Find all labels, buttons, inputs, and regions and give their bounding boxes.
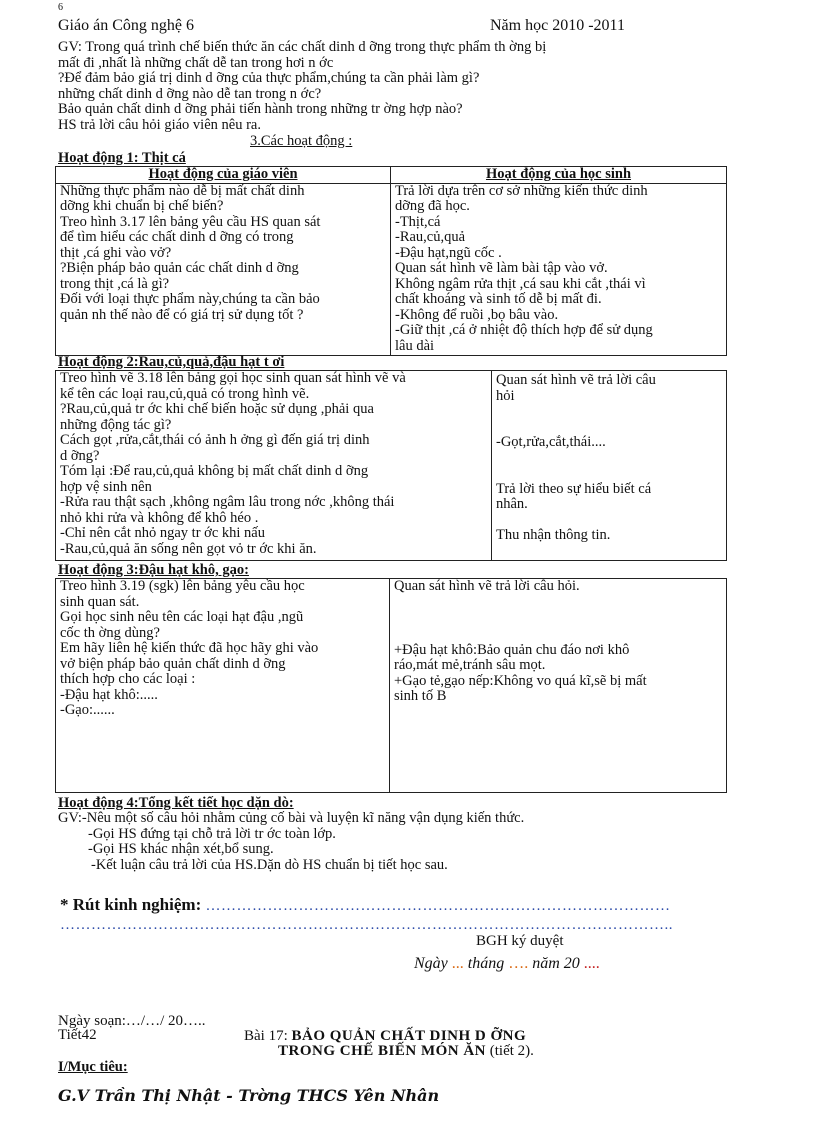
summary-line: -Gọi HS đứng tại chỗ trả lời tr ớc toàn lớp. [88, 825, 336, 842]
teacher-line: Những thực phẩm nào dễ bị mất chất dinh [60, 182, 305, 199]
bgh-approval: BGH ký duyệt [476, 933, 564, 949]
activity-2-teacher-cell [56, 371, 492, 561]
activity-1-student-cell [391, 183, 727, 355]
student-line: -Đậu hạt,ngũ cốc . [395, 244, 502, 261]
rkn-dots-1: ……………………………………………………………………………… [205, 898, 671, 914]
col-student-header: Hoạt động của học sinh [391, 167, 727, 184]
date-nam-dots: .... [583, 955, 600, 972]
teacher-line: Tóm lại :Để rau,củ,quả không bị mất chất dinh d ỡng [60, 463, 369, 479]
teacher-line: trong thịt ,cá là gì? [60, 275, 170, 292]
activity-4-title: Hoạt động 4:Tổng kết tiết học dặn dò: [58, 795, 294, 811]
summary-line: -Kết luận câu trả lời của HS.Dặn dò HS chuẩn bị tiết học sau. [91, 856, 448, 873]
teacher-line: những động tác gì? [60, 416, 172, 433]
bai-prefix: Bài 17: [244, 1028, 288, 1044]
teacher-line: -Rau,củ,quả ăn sống nên gọt vỏ tr ớc khi ăn. [60, 540, 317, 557]
teacher-line: ?Rau,củ,quả tr ớc khi chế biến hoặc sử dụng ,phải qua [60, 401, 374, 417]
teacher-line: sinh quan sát. [60, 593, 140, 610]
teacher-line: -Rửa rau thật sạch ,không ngâm lâu trong nớc ,không thái [60, 494, 395, 510]
date-ngay-dots: ... [451, 955, 464, 972]
teacher-line: hợp vệ sinh nên [60, 478, 152, 495]
student-line: dỡng đã học. [395, 198, 470, 214]
teacher-line: -Chỉ nên cắt nhỏ ngay tr ớc khi nấu [60, 525, 265, 541]
activity-1-teacher-cell [56, 183, 391, 355]
teacher-line: Gọi học sinh nêu tên các loại hạt đậu ,ngũ [60, 609, 304, 625]
date-thang: tháng [467, 955, 505, 972]
teacher-line: dỡng khi chuẩn bị chế biến? [60, 198, 224, 214]
teacher-line: -Đậu hạt khô:..... [60, 686, 158, 703]
muc-tieu-heading: I/Mục tiêu: [58, 1059, 128, 1075]
teacher-line: nhỏ khi rửa và không để khô héo . [60, 509, 259, 526]
student-line: hỏi [496, 387, 515, 404]
student-line: nhân. [496, 496, 528, 513]
intro-line: GV: Trong quá trình chế biến thức ăn các chất dinh d ỡng trong thực phẩm th ờng bị [58, 39, 547, 55]
student-line: -Thịt,cá [395, 213, 441, 230]
student-line: Thu nhận thông tin. [496, 526, 611, 543]
teacher-line: Treo hình 3.17 lên bảng yêu cầu HS quan sát [60, 213, 321, 230]
teacher-line: -Gạo:...... [60, 702, 115, 718]
rut-kinh-nghiem-label [60, 897, 670, 915]
student-line: Quan sát hình vẽ trả lời câu hỏi. [394, 578, 580, 594]
ngay-soan: Ngày soạn:…/…/ 20….. [58, 1013, 206, 1029]
teacher-line: Em hãy liên hệ kiến thức đã học hãy ghi vào [60, 640, 319, 656]
activity-3-table [55, 578, 727, 793]
page-number: 6 [58, 2, 63, 13]
bai-title-1: BẢO QUẢN CHẤT DINH D ỠNG [291, 1028, 527, 1044]
summary-line: -Gọi HS khác nhận xét,bổ sung. [88, 841, 274, 857]
teacher-line: Treo hình 3.19 (sgk) lên bảng yêu cầu học [60, 578, 305, 594]
date-thang-dots: …. [508, 955, 529, 972]
student-line: Trả lời theo sự hiểu biết cá [496, 480, 652, 497]
student-line: +Đậu hạt khô:Bảo quản chu đáo nơi khô [394, 641, 630, 658]
activity-2-table [55, 370, 727, 561]
tiet-part: (tiết 2). [489, 1043, 534, 1059]
student-line: chất khoáng và sinh tố dễ bị mất đi. [395, 291, 602, 307]
student-line: sinh tố B [394, 688, 447, 704]
teacher-line: Treo hình vẽ 3.18 lên bảng gọi học sinh quan sát hình vẽ và [60, 370, 406, 386]
activity-2-title: Hoạt động 2:Rau,củ,quả,đậu hạt t ơi [58, 354, 285, 370]
page-footer: G.V Trần Thị Nhật - Trờng THCS Yên Nhân [58, 1086, 440, 1105]
lesson-title-line-2 [278, 1044, 534, 1060]
student-line: Trả lời dựa trên cơ sở những kiến thức dinh [395, 182, 648, 199]
student-line: -Gọt,rửa,cắt,thái.... [496, 434, 606, 451]
intro-line: HS trả lời câu hỏi giáo viên nêu ra. [58, 116, 261, 133]
intro-line: ?Để đảm bảo giá trị dinh d ỡng của thực phẩm,chúng ta cần phải làm gì? [58, 70, 480, 86]
teacher-line: kể tên các loại rau,củ,quả có trong hình vẽ. [60, 385, 310, 402]
header-school-year: Năm học 2010 -2011 [490, 17, 625, 34]
student-line: -Không để ruồi ,bọ bâu vào. [395, 306, 559, 323]
activity-3-student-cell [390, 579, 727, 793]
student-line: ráo,mát mẻ,tránh sâu mọt. [394, 657, 546, 673]
activity-4-body [58, 811, 524, 873]
student-line: Quan sát hình vẽ trả lời câu [496, 372, 656, 388]
activities-heading: 3.Các hoạt động : [250, 133, 353, 149]
student-line: Không ngâm rửa thịt ,cá sau khi cắt ,thái vì [395, 275, 646, 292]
student-line: -Rau,củ,quả [395, 229, 466, 245]
teacher-line: cốc th ờng dùng? [60, 624, 160, 641]
teacher-line: thịt ,cá ghi vào vở? [60, 244, 172, 261]
student-line: Quan sát hình vẽ làm bài tập vào vở. [395, 260, 608, 276]
summary-line: GV:-Nêu một số câu hỏi nhằm củng cố bài và luyện kĩ năng vận dụng kiến thức. [58, 810, 525, 826]
activity-1-table [55, 166, 727, 356]
col-teacher-header: Hoạt động của giáo viên [56, 167, 391, 184]
intro-paragraph [58, 40, 546, 133]
tiet-number: Tiết42 [58, 1027, 97, 1043]
student-line: lâu dài [395, 337, 435, 354]
teacher-line: thích hợp cho các loại : [60, 671, 196, 687]
approval-date [414, 956, 600, 972]
teacher-line: quản nh thế nào để có giá trị sử dụng tốt ? [60, 306, 304, 323]
activity-3-teacher-cell [56, 579, 390, 793]
activity-2-student-cell [492, 371, 727, 561]
teacher-line: để tìm hiểu các chất dinh d ỡng có trong [60, 229, 294, 245]
bai-title-2: TRONG CHẾ BIẾN MÓN ĂN [278, 1043, 487, 1059]
rkn-dots-2: ……………………………………………………………………………………………………….. [60, 917, 673, 933]
teacher-line: ?Biện pháp bảo quản các chất dinh d ỡng [60, 260, 299, 276]
header-subject: Giáo án Công nghệ 6 [58, 17, 194, 34]
activity-1-title: Hoạt động 1: Thịt cá [58, 150, 186, 166]
intro-line: những chất dinh d ỡng nào dễ tan trong n ớc? [58, 85, 322, 102]
teacher-line: Đối với loại thực phẩm này,chúng ta cần bảo [60, 291, 320, 307]
intro-line: mất đi ,nhất là những chất dễ tan trong hơi n ớc [58, 54, 334, 71]
rkn-label-text: * Rút kinh nghiệm: [60, 895, 202, 914]
teacher-line: vở biện pháp bảo quản chất dinh d ỡng [60, 655, 286, 672]
student-line: +Gạo tẻ,gạo nếp:Không vo quá kĩ,sẽ bị mất [394, 672, 647, 689]
intro-line: Bảo quản chất dinh d ỡng phải tiến hành trong những tr ờng hợp nào? [58, 101, 463, 117]
teacher-line: d ỡng? [60, 447, 100, 464]
teacher-line: Cách gọt ,rửa,cắt,thái có ảnh h ởng gì đến giá trị dinh [60, 432, 370, 448]
student-line: -Giữ thịt ,cá ở nhiệt độ thích hợp để sử dụng [395, 322, 653, 338]
date-nam: năm 20 [532, 955, 580, 972]
activity-3-title: Hoạt động 3:Đậu hạt khô, gạo: [58, 562, 249, 578]
date-ngay: Ngày [414, 955, 448, 972]
